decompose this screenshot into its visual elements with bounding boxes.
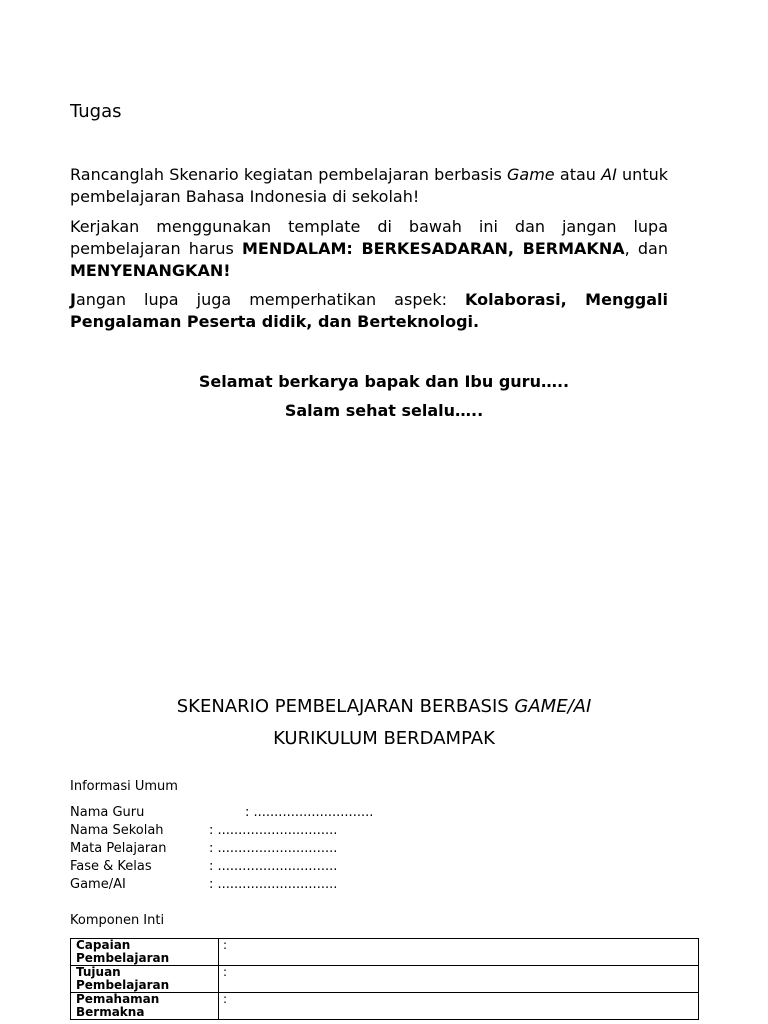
title-italic: GAME/AI <box>514 696 592 717</box>
instruction-paragraph-2 <box>70 216 668 282</box>
field-value[interactable]: : ............................. <box>209 841 338 856</box>
table-row <box>71 939 699 966</box>
bold-run: J <box>70 290 76 309</box>
field-mata-pelajaran <box>70 840 360 858</box>
bold-run: Kolaborasi, Menggali Pengalaman Peserta didik, dan Berteknologi. <box>70 290 669 331</box>
field-value[interactable]: : ............................. <box>245 805 374 820</box>
greeting-line-2: Salam sehat selalu….. <box>284 401 484 420</box>
field-value[interactable]: : ............................. <box>209 823 338 838</box>
row-label: Pemahaman Bermakna <box>71 993 219 1020</box>
komponen-heading: Komponen Inti <box>70 913 165 928</box>
text-run: , dan <box>624 239 668 258</box>
row-value[interactable]: : <box>219 966 699 993</box>
field-fase-kelas <box>70 858 360 876</box>
text-run: untuk pembelajaran Bahasa Indonesia di sekolah! <box>70 165 668 206</box>
instruction-paragraph-1 <box>70 164 668 208</box>
row-value[interactable]: : <box>219 939 699 966</box>
field-label: Nama Sekolah <box>70 823 164 838</box>
field-label: Game/AI <box>70 877 126 892</box>
italic-run: AI <box>601 165 617 184</box>
row-label: Capaian Pembelajaran <box>71 939 219 966</box>
title-text: SKENARIO PEMBELAJARAN BERBASIS <box>176 696 515 717</box>
field-value[interactable]: : ............................. <box>209 859 338 874</box>
field-nama-sekolah <box>70 822 360 840</box>
row-value[interactable]: : <box>219 993 699 1020</box>
field-nama-guru <box>70 804 400 822</box>
instruction-paragraph-3 <box>70 289 668 333</box>
field-label: Mata Pelajaran <box>70 841 167 856</box>
info-heading: Informasi Umum <box>70 779 178 794</box>
field-value[interactable]: : ............................. <box>209 877 338 892</box>
table-row <box>71 993 699 1020</box>
komponen-table <box>70 938 699 1020</box>
bold-run: MENYENANGKAN! <box>70 261 231 280</box>
text-run: atau <box>554 165 602 184</box>
task-heading: Tugas <box>70 101 122 122</box>
field-label: Fase & Kelas <box>70 859 152 874</box>
table-row <box>71 966 699 993</box>
template-subtitle: KURIKULUM BERDAMPAK <box>273 728 495 749</box>
text-run: Kerjakan menggunakan template di bawah ini dan jangan lupa pembelajaran harus <box>70 217 668 258</box>
text-run: Rancanglah Skenario kegiatan pembelajaran berbasis <box>70 165 508 184</box>
bold-run: MENDALAM: BERKESADARAN, BERMAKNA <box>242 239 625 258</box>
italic-run: Game <box>507 165 555 184</box>
field-label: Nama Guru <box>70 805 145 820</box>
field-game-ai <box>70 876 360 894</box>
text-run: angan lupa juga memperhatikan aspek: <box>75 290 466 309</box>
row-label: Tujuan Pembelajaran <box>71 966 219 993</box>
greeting-line-1: Selamat berkarya bapak dan Ibu guru….. <box>198 372 570 391</box>
template-title <box>0 696 768 717</box>
